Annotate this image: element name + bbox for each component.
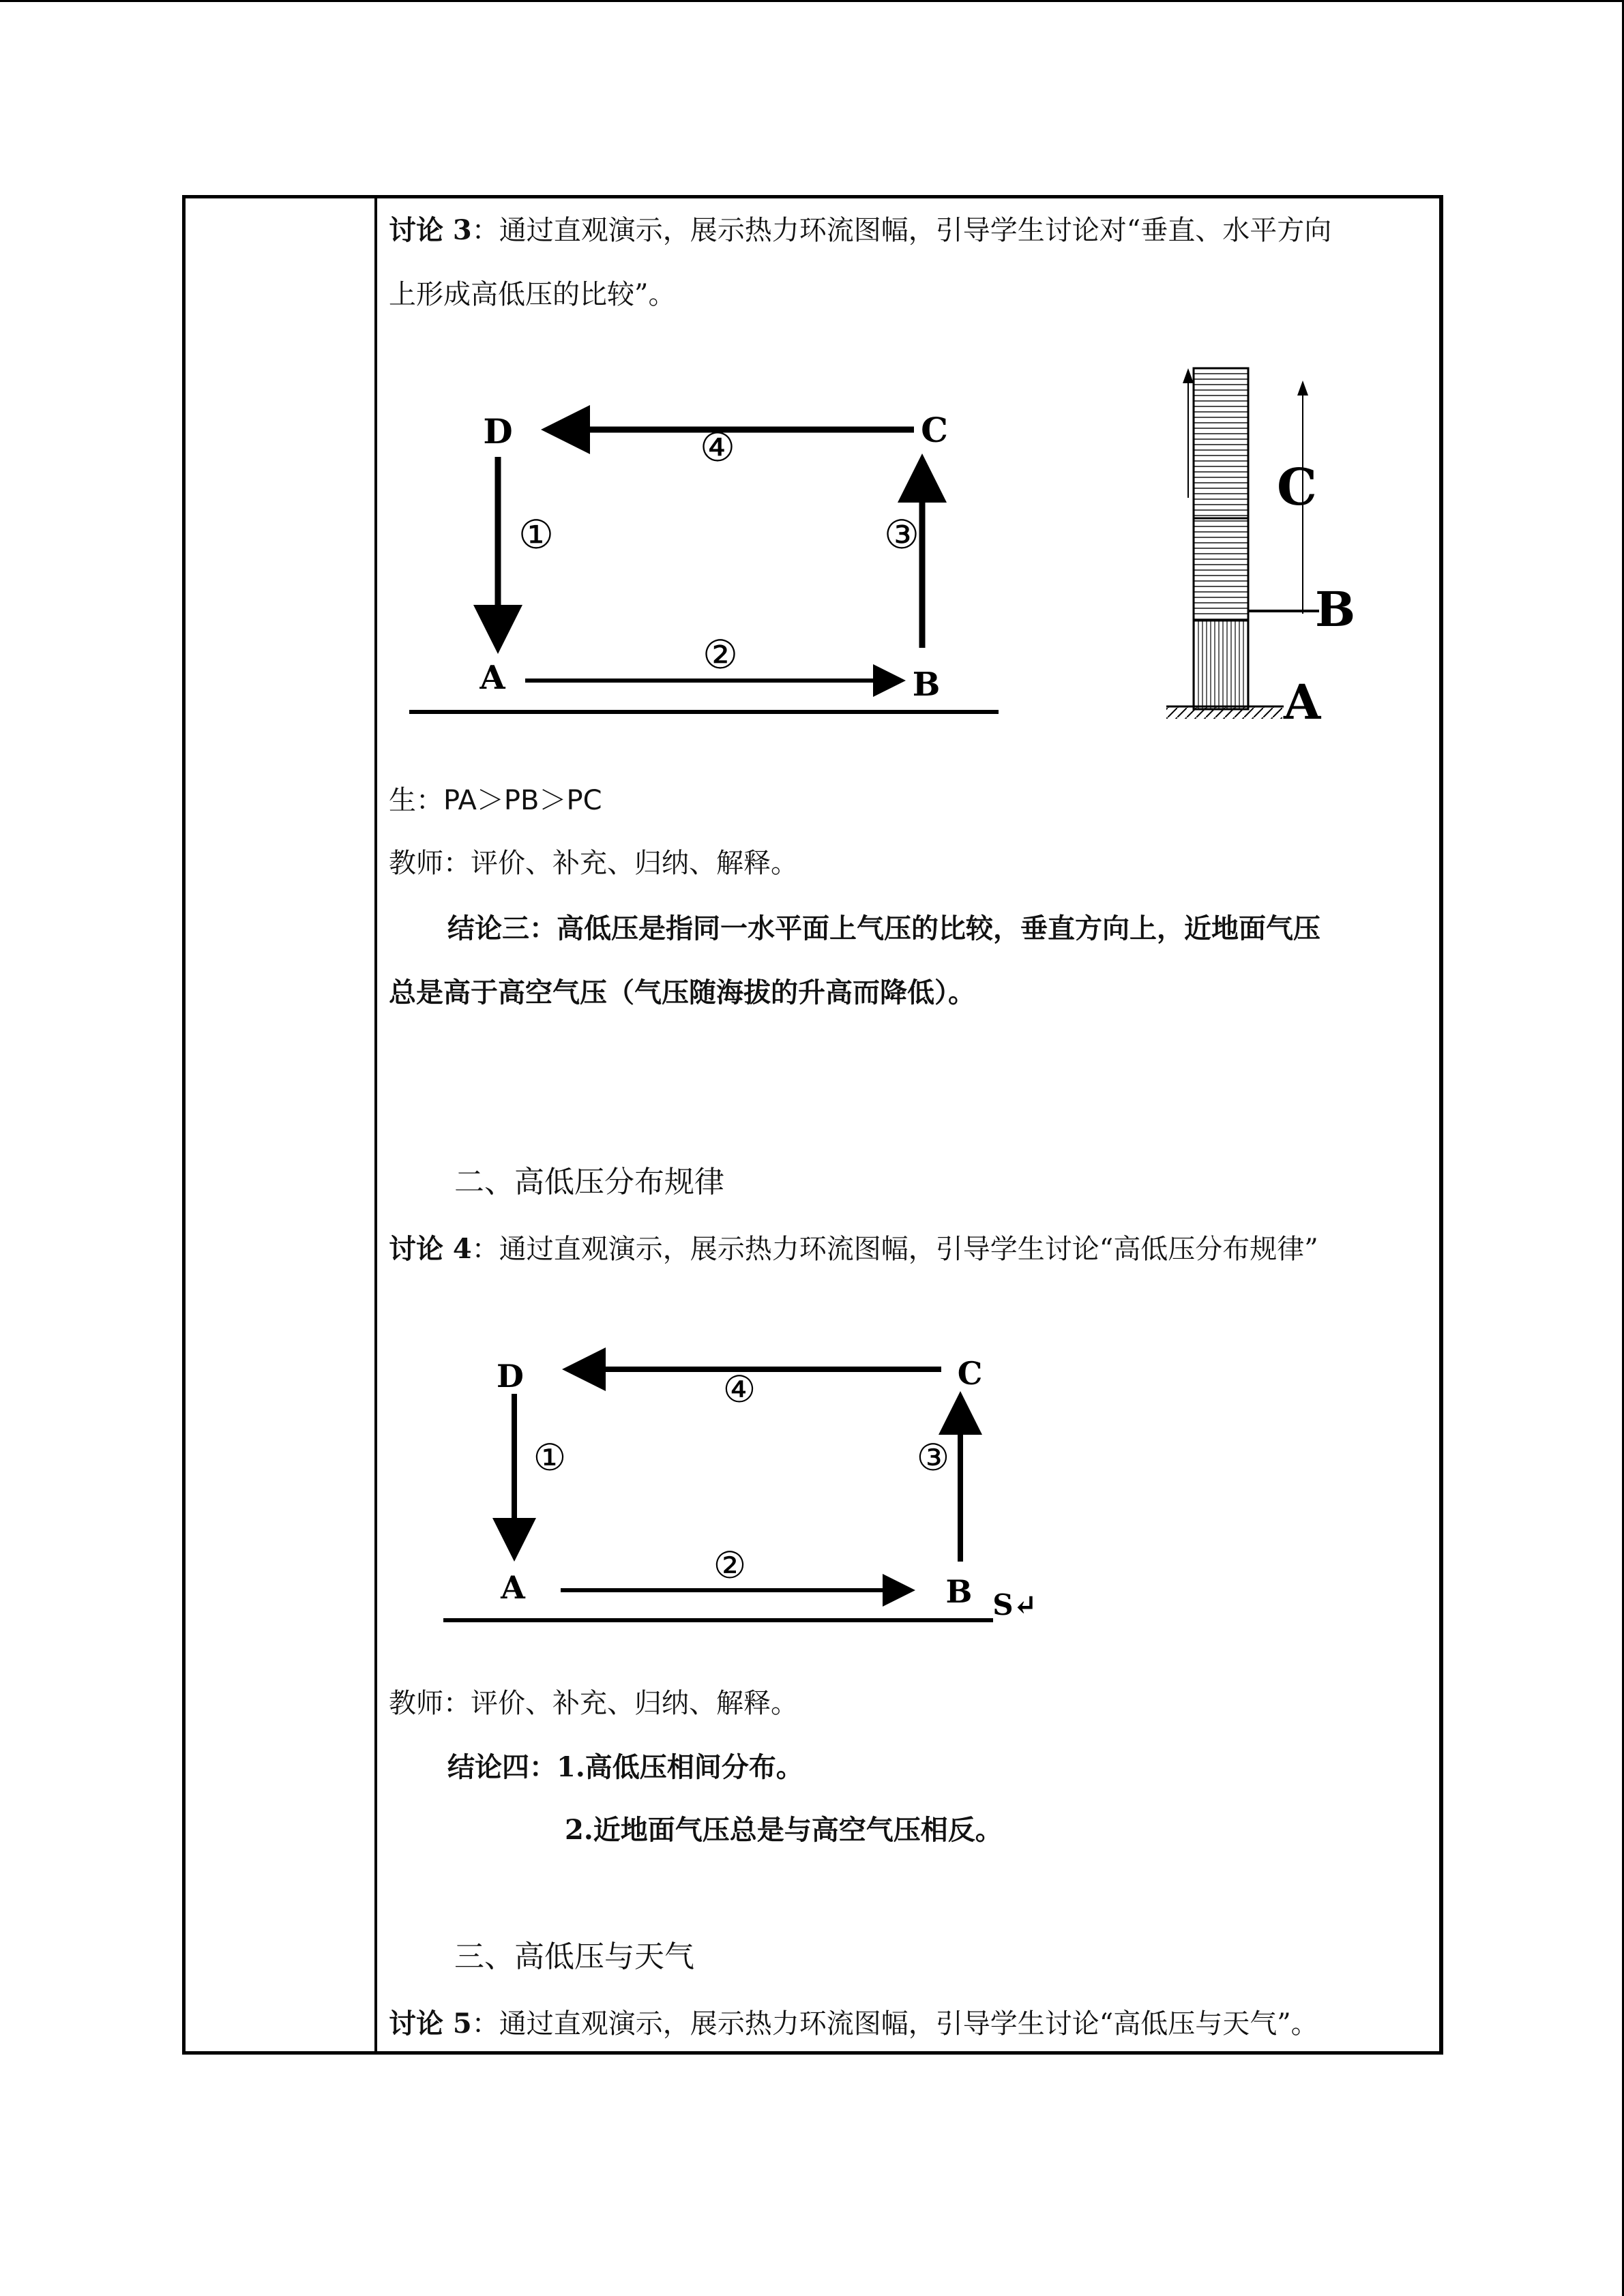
corner-a: A [479,659,505,697]
conclusion-4-line1: 结论四：1.高低压相间分布。 [447,1751,803,1783]
discussion-4-line: 讨论 4：通过直观演示，展示热力环流图幅，引导学生讨论“高低压分布规律” [389,1233,1318,1265]
corner-d: D [483,411,513,451]
corner-d-2: D [497,1358,524,1395]
arrow-label-2: ② [703,631,738,678]
conclusion-3-line1: 结论三：高低压是指同一水平面上气压的比较，垂直方向上，近地面气压 [447,912,1320,944]
level-b-label: B [1315,581,1356,638]
arrow-label-3: ③ [884,511,919,558]
column-middle [1194,518,1248,621]
teacher-comment-2: 教师：评价、补充、归纳、解释。 [389,1688,798,1719]
arrow-label-4: ④ [700,424,735,471]
corner-a-2: A [501,1569,525,1606]
column-divider [374,198,377,2051]
arrow-label-3-2: ③ [916,1436,950,1479]
corner-b: B [912,666,941,704]
discussion-5-label: 讨论 5 [389,2008,472,2040]
arrow-label-1: ① [518,511,554,558]
discussion-4-label: 讨论 4 [389,1233,472,1265]
surface-label: S↵ [992,1588,1037,1622]
discussion-3-line1: 讨论 3：通过直观演示，展示热力环流图幅，引导学生讨论对“垂直、水平方向 [389,214,1332,246]
thermal-circulation-diagram-2 [443,1323,1037,1643]
corner-c: C [921,410,948,450]
student-answer: 生：PA＞PB＞PC [389,785,602,816]
discussion-5-line: 讨论 5：通过直观演示，展示热力环流图幅，引导学生讨论“高低压与天气”。 [389,2008,1318,2040]
section-3-heading: 三、高低压与天气 [454,1939,694,1974]
air-column-diagram [1139,355,1426,736]
conclusion-3-line2: 总是高于高空气压（气压随海拔的升高而降低）。 [389,976,975,1009]
discussion-3-line2: 上形成高低压的比较”。 [389,279,676,310]
arrow-label-2-2: ② [713,1544,747,1587]
page-top-border [0,0,1624,2]
arrow-label-4-2: ④ [722,1368,756,1411]
column-left-arrowhead [1183,368,1194,383]
teacher-comment-1: 教师：评价、补充、归纳、解释。 [389,848,798,879]
ground-hatch [1166,706,1282,719]
discussion-3-label: 讨论 3 [389,214,472,246]
section-2-heading: 二、高低压分布规律 [454,1165,724,1199]
level-c-label: C [1277,458,1317,517]
arrow-label-1-2: ① [533,1436,567,1479]
level-a-label: A [1284,674,1321,730]
column-lower [1194,621,1248,709]
corner-c-2: C [957,1355,983,1392]
column-upper [1194,368,1248,518]
conclusion-4-item2: 2.近地面气压总是与高空气压相反。 [565,1814,1003,1846]
column-right-arrowhead [1297,381,1308,396]
corner-b-2: B [945,1573,973,1610]
thermal-circulation-diagram-1 [409,368,1009,757]
